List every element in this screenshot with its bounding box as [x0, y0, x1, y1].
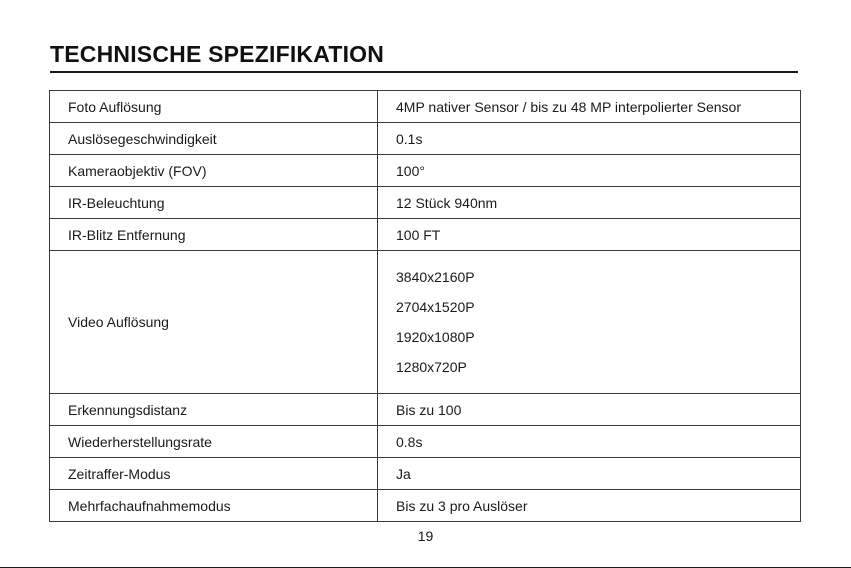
spec-table — [49, 90, 801, 522]
spec-value-list — [378, 251, 801, 394]
spec-value: 2704x1520P — [396, 299, 475, 315]
table-row — [50, 91, 801, 123]
table-row — [50, 251, 801, 394]
spec-label: Kameraobjektiv (FOV) — [50, 155, 378, 187]
spec-label: Erkennungsdistanz — [50, 394, 378, 426]
table-row — [50, 426, 801, 458]
spec-value: Bis zu 100 — [378, 394, 801, 426]
table-row — [50, 187, 801, 219]
spec-value: 1920x1080P — [396, 329, 475, 345]
table-row — [50, 123, 801, 155]
spec-label: Zeitraffer-Modus — [50, 458, 378, 490]
spec-value: 0.1s — [378, 123, 801, 155]
title-underline — [50, 71, 798, 73]
table-row — [50, 155, 801, 187]
spec-value: 3840x2160P — [396, 269, 475, 285]
table-row — [50, 219, 801, 251]
spec-label: Wiederherstellungsrate — [50, 426, 378, 458]
spec-value: 4MP nativer Sensor / bis zu 48 MP interpolierter Sensor — [378, 91, 801, 123]
spec-value: 100° — [378, 155, 801, 187]
spec-value: 12 Stück 940nm — [378, 187, 801, 219]
spec-value: 0.8s — [378, 426, 801, 458]
table-row — [50, 394, 801, 426]
spec-label: Foto Auflösung — [50, 91, 378, 123]
table-row — [50, 458, 801, 490]
spec-value: 1280x720P — [396, 359, 467, 375]
spec-label: IR-Beleuchtung — [50, 187, 378, 219]
spec-value: Bis zu 3 pro Auslöser — [378, 490, 801, 522]
spec-label: Video Auflösung — [50, 251, 378, 394]
page-title: TECHNISCHE SPEZIFIKATION — [50, 41, 385, 67]
table-row — [50, 490, 801, 522]
spec-label: IR-Blitz Entfernung — [50, 219, 378, 251]
spec-value: Ja — [378, 458, 801, 490]
page-number: 19 — [417, 528, 434, 544]
spec-label: Mehrfachaufnahmemodus — [50, 490, 378, 522]
spec-label: Auslösegeschwindigkeit — [50, 123, 378, 155]
spec-value: 100 FT — [378, 219, 801, 251]
